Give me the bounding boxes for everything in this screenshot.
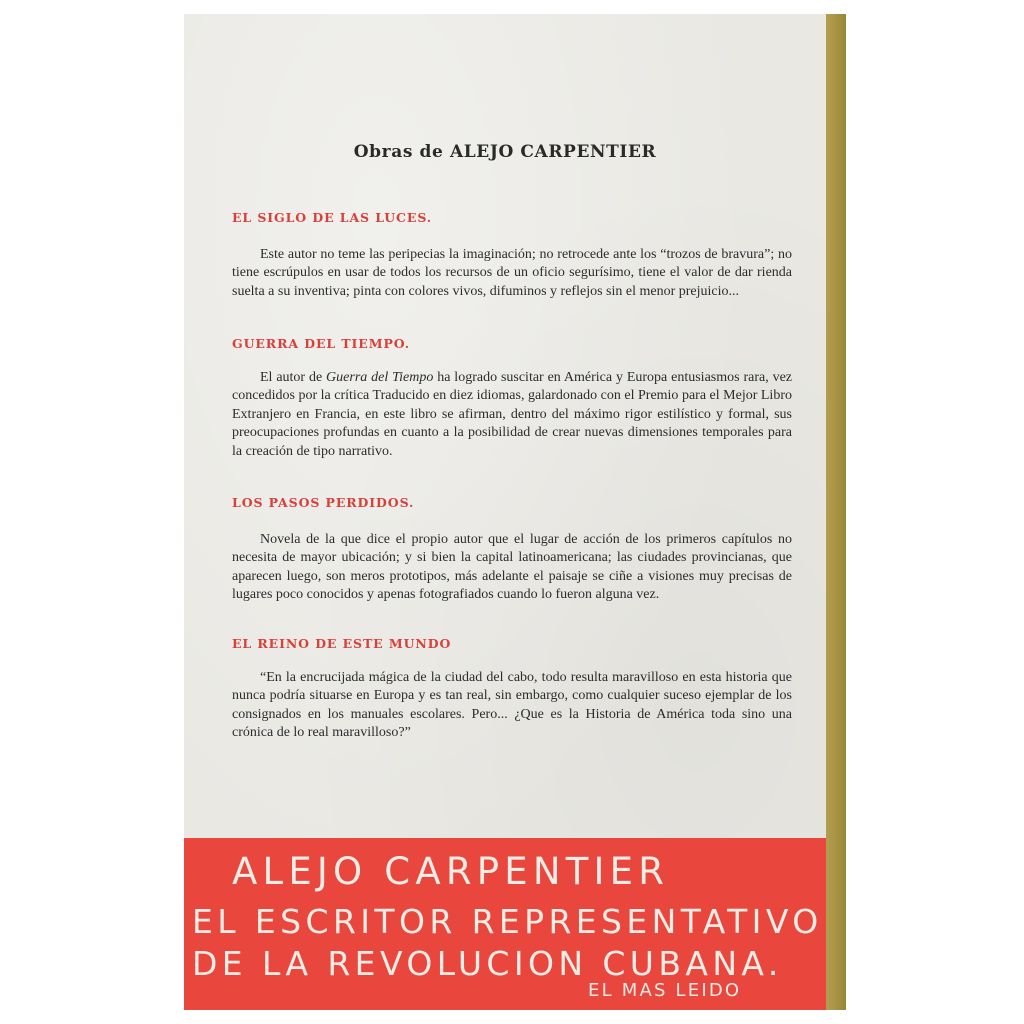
work-description-pasos-perdidos: Novela de la que dice el propio autor que el lugar de acción de los primeros capítulos no necesita de mayor ubicación; y si bien la capital latinoamericana; las ciudades provincianas, que aparecen luego, son meros prototipos, más adelante el paisaje se ciñe a visiones muy precisas de lugares poco conocidos y apenas fotografiados cuando lo fueron alguna vez. [232, 532, 792, 603]
work-title-pasos-perdidos: LOS PASOS PERDIDOS. [232, 495, 415, 510]
work-title-guerra-del-tiempo: GUERRA DEL TIEMPO. [232, 336, 411, 351]
work-title-siglo-de-las-luces: EL SIGLO DE LAS LUCES. [232, 210, 433, 225]
red-banner [184, 838, 826, 1010]
back-cover [184, 14, 826, 1010]
works-heading: Obras de ALEJO CARPENTIER [353, 142, 657, 162]
work-description-guerra-del-tiempo [232, 369, 792, 461]
banner-tagline-3: EL MAS LEIDO [588, 980, 742, 1001]
guerra-italic-title: Guerra del Tiempo [326, 370, 434, 385]
banner-tagline-2: DE LA REVOLUCION CUBANA. [192, 944, 783, 983]
banner-author-name: ALEJO CARPENTIER [232, 850, 670, 893]
banner-tagline-1: EL ESCRITOR REPRESENTATIVO [192, 902, 823, 941]
guerra-text-after: ha logrado suscitar en América y Europa entusiasmos rara, vez concedidos por la crítica Traducido en diez idiomas, galardonado con el Premio para el Mejor Libro Extranjero en Francia, en este libro se afirman, dentro del máximo rigor estilístico y formal, sus preocupaciones profundas en cuanto a la posibilidad de crear nuevas dimensiones temporales para la creación de tipo narrativo. [232, 370, 792, 459]
work-title-reino-de-este-mundo: EL REINO DE ESTE MUNDO [232, 636, 452, 651]
guerra-text-before: El autor de [260, 370, 327, 385]
work-description-reino-de-este-mundo: “En la encrucijada mágica de la ciudad del cabo, todo resulta maravilloso en esta historia que nunca podría situarse en Europa y es tan real, sin embargo, como cualquier suceso ejemplar de los consignados en los manuales escolares. Pero... ¿Que es la Historia de América toda sino una crónica de lo real maravilloso?” [232, 670, 792, 741]
work-description-siglo-de-las-luces: Este autor no teme las peripecias la imaginación; no retrocede ante los “trozos de bravura”; no tiene escrúpulos en usar de todos los recursos de un oficio segurísimo, tiene el valor de dar rienda suelta a su inventiva; pinta con colores vivos, difuminos y reflejos sin el menor prejuicio... [232, 247, 792, 299]
book-spine [824, 14, 846, 1010]
